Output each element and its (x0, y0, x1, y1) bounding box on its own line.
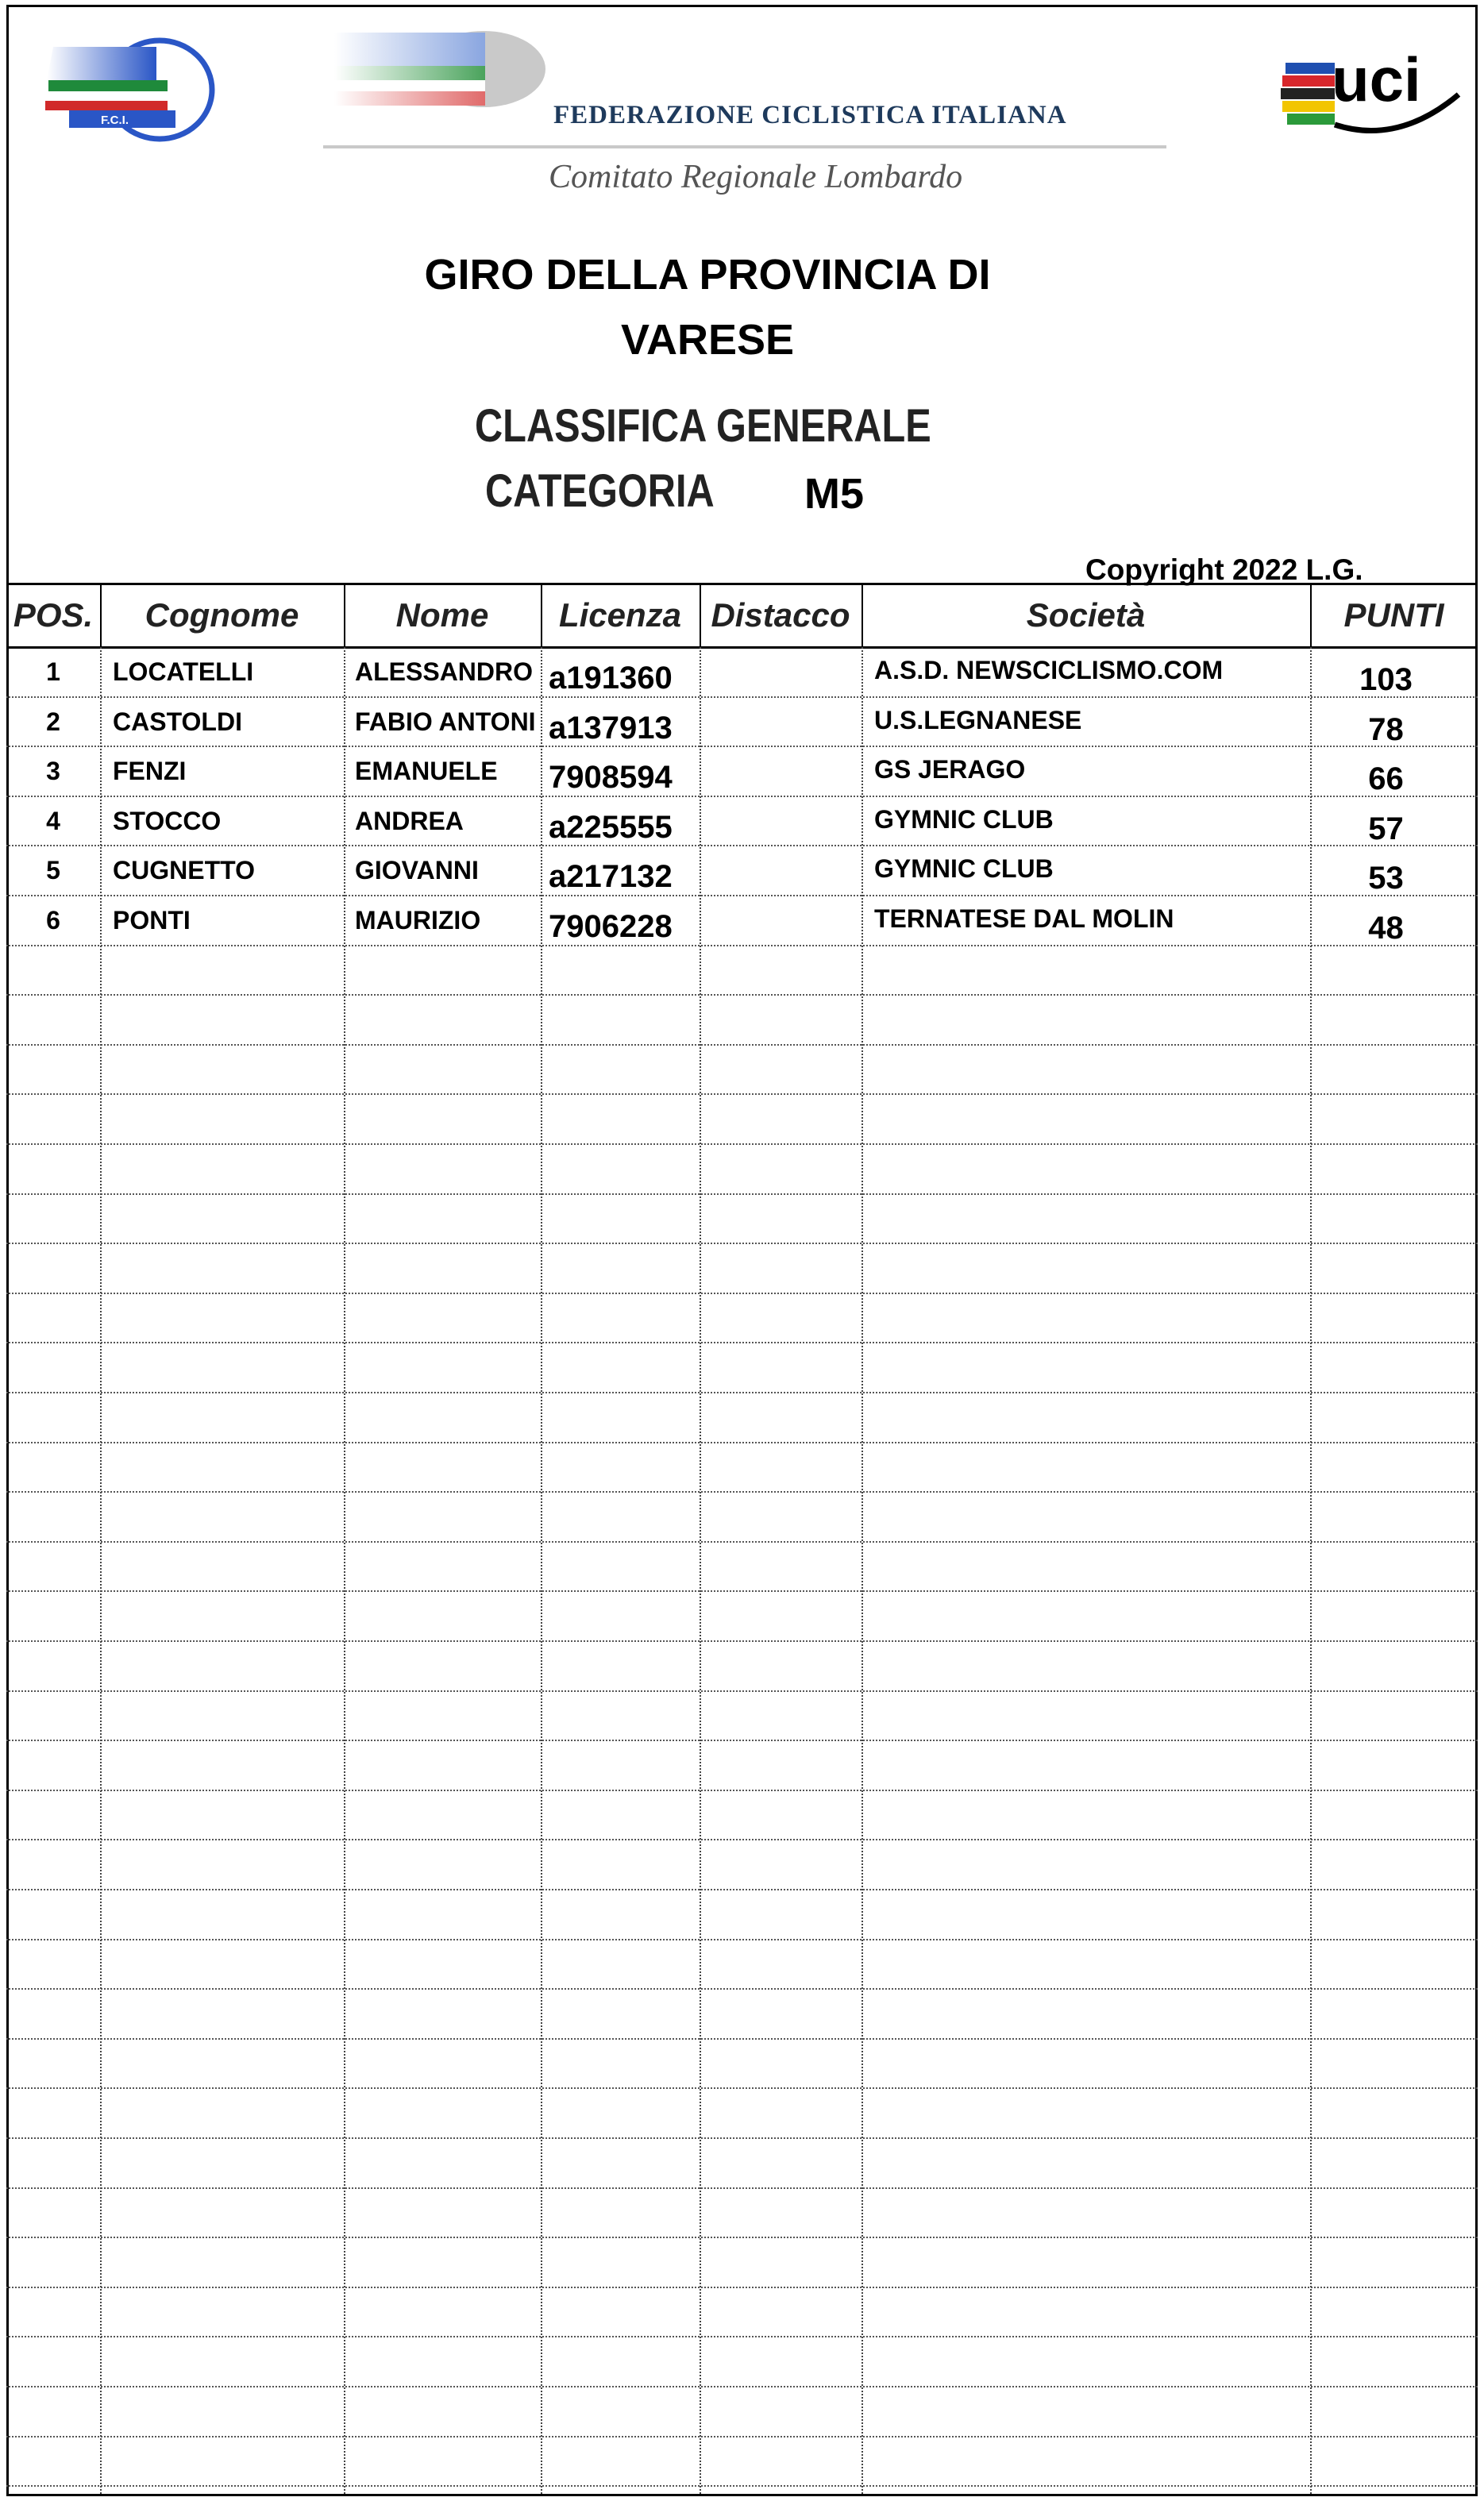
row-divider (6, 994, 1478, 996)
cell-punti: 103 (1359, 662, 1413, 697)
row-divider (6, 1790, 1478, 1791)
row-divider (6, 945, 1478, 946)
row-divider (6, 1491, 1478, 1493)
column-header-punti: PUNTI (1343, 595, 1444, 634)
cell-licenza: a217132 (549, 859, 673, 895)
row-divider (6, 2485, 1478, 2487)
cell-nome: MAURIZIO (355, 906, 481, 935)
cell-punti: 48 (1368, 911, 1404, 946)
race-title-line1: GIRO DELLA PROVINCIA DI (424, 251, 991, 299)
cell-nome: EMANUELE (355, 757, 498, 786)
cell-licenza: 7906228 (549, 909, 673, 944)
uci-logo (1279, 36, 1473, 144)
cell-licenza: a191360 (549, 661, 673, 696)
cell-punti: 78 (1368, 711, 1404, 747)
cell-cognome: CASTOLDI (113, 707, 242, 736)
copyright-note: Copyright 2022 L.G. (1085, 553, 1363, 586)
cell-punti: 53 (1368, 861, 1404, 896)
cell-societa: GYMNIC CLUB (874, 854, 1054, 884)
table-row (6, 746, 1478, 796)
cell-punti: 57 (1368, 811, 1404, 846)
row-divider (6, 2237, 1478, 2238)
table-row (6, 895, 1478, 945)
row-divider (6, 2038, 1478, 2040)
cell-nome: GIOVANNI (355, 856, 479, 885)
row-divider (6, 2336, 1478, 2337)
column-header-licenza: Licenza (558, 595, 682, 634)
federation-name: FEDERAZIONE CICLISTICA ITALIANA (553, 101, 1067, 129)
cell-pos: 5 (46, 856, 60, 885)
row-divider (6, 1590, 1478, 1592)
cell-cognome: CUGNETTO (113, 856, 255, 885)
cell-societa: A.S.D. NEWSCICLISMO.COM (874, 656, 1224, 684)
cell-licenza: 7908594 (549, 760, 673, 796)
cell-nome: FABIO ANTONI (355, 707, 536, 736)
category-label: CATEGORIA (485, 465, 715, 517)
row-divider (6, 1988, 1478, 1990)
cell-nome: ALESSANDRO (355, 657, 534, 686)
table-row (6, 796, 1478, 846)
row-divider (6, 1193, 1478, 1195)
row-divider (6, 1939, 1478, 1940)
row-divider (6, 1889, 1478, 1890)
row-divider (6, 1342, 1478, 1343)
cell-pos: 1 (46, 657, 60, 686)
cell-nome: ANDREA (355, 806, 464, 835)
row-divider (6, 1392, 1478, 1393)
classification-subtitle: CLASSIFICA GENERALE (475, 400, 931, 452)
row-divider (6, 1243, 1478, 1244)
cell-pos: 3 (46, 757, 60, 786)
row-divider (6, 1690, 1478, 1692)
cell-pos: 4 (46, 806, 60, 835)
column-header-cognome: Cognome (145, 595, 299, 634)
row-divider (6, 2137, 1478, 2139)
uci-logo-text: uci (1332, 44, 1421, 114)
cell-cognome: STOCCO (113, 806, 222, 835)
cell-punti: 66 (1368, 761, 1404, 797)
race-title-line2: VARESE (620, 316, 795, 364)
cell-societa: GYMNIC CLUB (874, 804, 1054, 834)
cell-cognome: FENZI (113, 757, 187, 786)
row-divider (6, 1044, 1478, 1046)
cell-cognome: LOCATELLI (113, 657, 254, 686)
row-divider (6, 1143, 1478, 1145)
federation-divider (323, 145, 1166, 148)
row-divider (6, 1541, 1478, 1543)
row-divider (6, 1293, 1478, 1294)
row-divider (6, 2386, 1478, 2387)
row-divider (6, 2287, 1478, 2288)
standings-table (6, 583, 1478, 2496)
row-divider (6, 1640, 1478, 1642)
cell-licenza: a225555 (549, 809, 673, 845)
cell-pos: 2 (46, 707, 60, 736)
row-divider (6, 1442, 1478, 1443)
cell-licenza: a137913 (549, 710, 673, 746)
row-divider (6, 1093, 1478, 1095)
federation-region: Comitato Regionale Lombardo (549, 159, 963, 195)
federation-banner-logo (318, 28, 557, 133)
row-divider (6, 2087, 1478, 2089)
column-header-distacco: Distacco (711, 595, 850, 634)
row-divider (6, 1740, 1478, 1741)
fci-logo-text: F.C.I. (101, 114, 129, 127)
cell-societa: GS JERAGO (874, 755, 1026, 784)
category-value: M5 (804, 470, 865, 518)
row-divider (6, 1839, 1478, 1840)
row-divider (6, 2436, 1478, 2437)
fci-logo (37, 36, 217, 144)
column-header-societa: Società (1026, 595, 1146, 634)
cell-pos: 6 (46, 906, 60, 935)
cell-societa: TERNATESE DAL MOLIN (874, 904, 1174, 933)
cell-societa: U.S.LEGNANESE (874, 705, 1082, 734)
column-header-nome: Nome (395, 595, 489, 634)
row-divider (6, 2187, 1478, 2189)
column-header-pos: POS. (13, 595, 94, 634)
cell-cognome: PONTI (113, 906, 191, 935)
